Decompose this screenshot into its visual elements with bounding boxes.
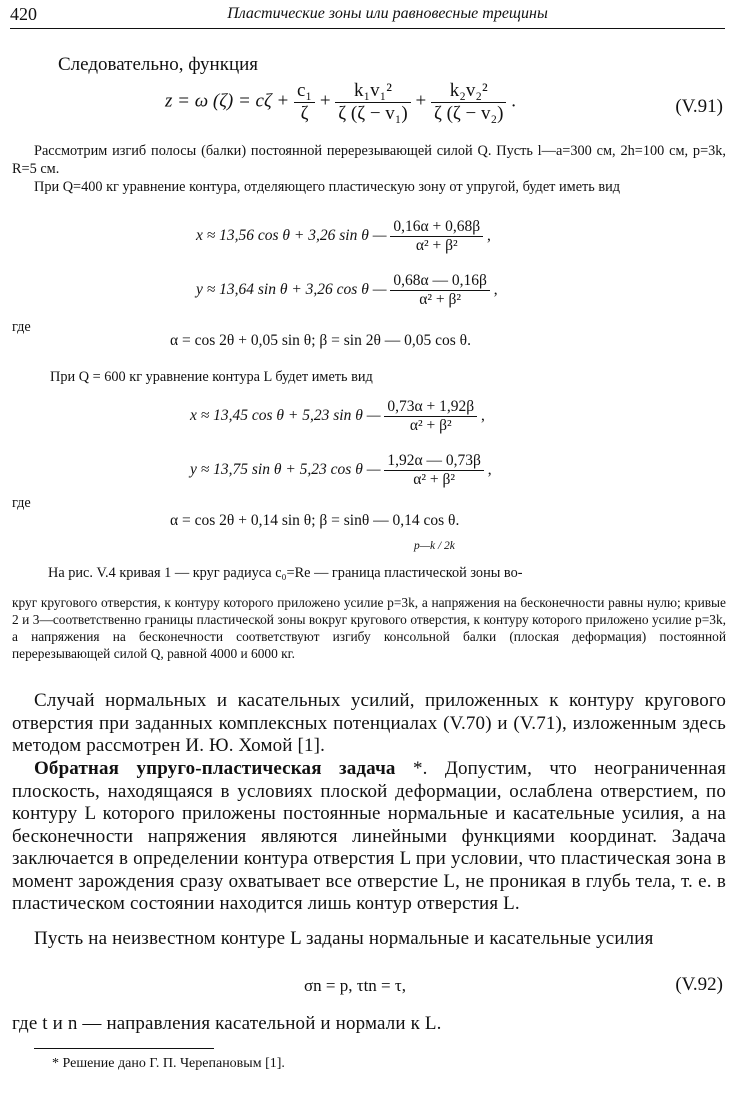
equation-y-400: y ≈ 13,64 sin θ + 3,26 cos θ — $\frac{0,68\alpha — 0,16\beta}{\text{α² + β²}}$ , — [196, 272, 498, 308]
equation-v92: σn = p, τtn = τ, — [304, 976, 406, 995]
caption-body: круг кругового отверстия, к контуру которого приложено усилие p=3k, а напряжения на бесконечности равны нулю; кривые 2 и 3—соответственно границы пластической зоны вокруг кругового отверстия, к контуру которого приложено усилие p=3k, а напряжения на бесконечности соответствуют изгибу консольной балки (плоская деформация) постоянной перерезывающей силой Q, равной 4000 и 6000 кг. — [12, 595, 726, 661]
where-label-1: где — [12, 319, 31, 335]
equation-x-400: x ≈ 13,56 cos θ + 3,26 sin θ — $\frac{0,16\alpha + 0,68\beta}{\text{α² + β²}}$ , — [196, 218, 491, 254]
paragraph-7: где t и n — направления касательной и нормали к L. — [12, 1013, 442, 1034]
paragraph-5: Обратная упруго-пластическая задача *. Допустим, что неограниченная плоскость, находящаяся в условиях плоской деформации, ослаблена отверстием, по контуру L которого приложены постоянные нормальные и касательные усилия, а на бесконечности напряжения являются линейными функциями координат. Задача заключается в определении контура отверстия L при условии, что пластическая зона в момент зарождения сразу охватывает все отверстие L, не проникая в глубь тела, т. е. в пластическом состоянии находится лишь контур отверстия L. — [12, 758, 727, 914]
paragraph-4: Случай нормальных и касательных усилий, приложенных к контуру кругового отверстия при заданных комплексных потенциалах (V.70) и (V.71), изложенным здесь методом рассмотрен И. Ю. Хомой [1]. — [12, 690, 726, 756]
equation-v91: z = ω (ζ) = cζ + $\frac{\text{c₁}}{\zeta}$ + $\frac{\text{k₁v₁²}}{\text{ζ (ζ − v₁)}}$ + $\frac{\text{k₂v₂²}}{\text{ζ (ζ − v₂)}}$ . — [165, 80, 516, 124]
running-header — [10, 2, 725, 29]
caption-line-1: На рис. V.4 кривая 1 — круг радиуса c₀=Re — граница пластической зоны во- — [48, 565, 523, 581]
equation-x-600-frac: $\frac{0,73\alpha + 1,92\beta}{\text{α² + β²}}$ — [384, 398, 477, 435]
paragraph-6: Пусть на неизвестном контуре L заданы нормальные и касательные усилия — [34, 928, 654, 949]
eq-v91-lhs: z = ω (ζ) = cζ + — [165, 90, 290, 112]
equation-number-v91: (V.91) — [675, 96, 723, 117]
eq-v91-frac1: $\frac{\text{c₁}}{\zeta}$ — [294, 80, 315, 125]
where-label-2: где — [12, 495, 31, 511]
caption-exponent: p—k / 2k — [414, 540, 455, 552]
equation-x-400-frac: $\frac{0,16\alpha + 0,68\beta}{\text{α² + β²}}$ — [390, 218, 483, 255]
equation-x-600: x ≈ 13,45 cos θ + 5,23 sin θ — $\frac{0,73\alpha + 1,92\beta}{\text{α² + β²}}$ , — [190, 398, 485, 434]
equation-y-600-frac: $\frac{1,92\alpha — 0,73\beta}{\text{α² + β²}}$ — [384, 452, 484, 489]
eq-v91-frac3: $\frac{\text{k₂v₂²}}{\text{ζ (ζ − v₂)}}$ — [431, 80, 506, 125]
eq-v91-frac2: $\frac{\text{k₁v₁²}}{\text{ζ (ζ − v₁)}}$ — [335, 80, 410, 125]
running-title: Пластические зоны или равновесные трещины — [227, 5, 548, 22]
alpha-beta-400: α = cos 2θ + 0,05 sin θ; β = sin 2θ — 0,05 cos θ. — [170, 332, 471, 349]
section-title: Обратная упруго-пластическая задача — [34, 758, 396, 779]
paragraph-1: Рассмотрим изгиб полосы (балки) постоянной перерезывающей силой Q. Пусть l—a=300 см, 2h=100 см, p=3k, R=5 см. — [12, 143, 726, 177]
footnote-rule — [34, 1048, 214, 1049]
paragraph-3: При Q = 600 кг уравнение контура L будет иметь вид — [50, 369, 373, 385]
intro-text: Следовательно, функция — [58, 54, 259, 75]
alpha-beta-600: α = cos 2θ + 0,14 sin θ; β = sinθ — 0,14 cos θ. — [170, 512, 460, 529]
equation-y-400-frac: $\frac{0,68\alpha — 0,16\beta}{\text{α² + β²}}$ — [390, 272, 490, 309]
paragraph-2: При Q=400 кг уравнение контура, отделяющего пластическую зону от упругой, будет иметь вид — [34, 179, 621, 195]
page-number: 420 — [10, 4, 37, 24]
equation-y-600: y ≈ 13,75 sin θ + 5,23 cos θ — $\frac{1,92\alpha — 0,73\beta}{\text{α² + β²}}$ , — [190, 452, 492, 488]
footnote: * Решение дано Г. П. Черепановым [1]. — [52, 1056, 285, 1071]
equation-number-v92: (V.92) — [675, 974, 723, 995]
